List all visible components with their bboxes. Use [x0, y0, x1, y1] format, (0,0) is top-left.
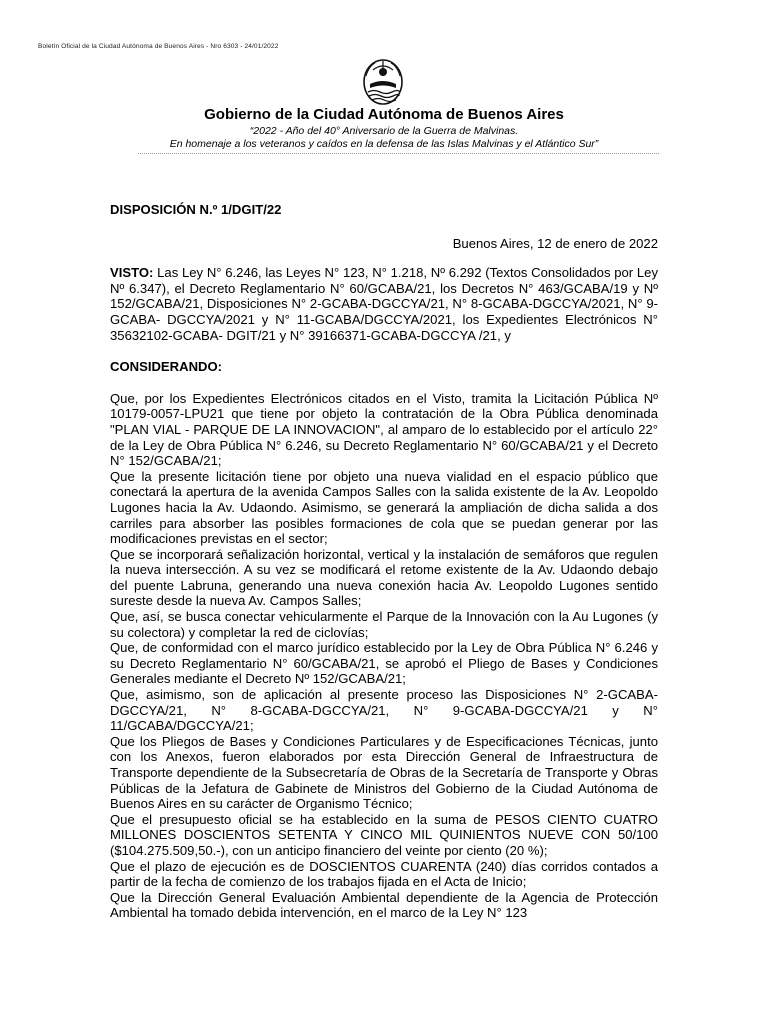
considerando-paragraph: Que los Pliegos de Bases y Condiciones Particulares y de Especificaciones Técnicas, junto con los Anexos, fueron elaborados por esta Dirección General de Infraestructura de Transporte dependiente de la Subsecretaría de Obras de la Secretaría de Transporte y Obras Públicas de la Jefatura de Gabinete de Ministros del Gobierno de la Ciudad Autónoma de Buenos Aires en su carácter de Organismo Técnico;	[110, 733, 658, 812]
considerando-paragraph: Que la presente licitación tiene por objeto una nueva vialidad en el espacio público que conectará la apertura de la avenida Campos Salles con la salida existente de la Av. Leopoldo Lugones hacia la Av. Udaondo. Asimismo, se generará la ampliación de dicha salida a dos carriles para absorber las posibles formaciones de cola que se puedan generar por las modificaciones previstas en el sector;	[110, 468, 658, 547]
considerando-paragraph: Que, asimismo, son de aplicación al presente proceso las Disposiciones N° 2-GCABA-DGCCYA/21, N° 8-GCABA-DGCCYA/21, N° 9-GCABA-DGCCYA/21 y N° 11/GCABA/DGCCYA/21;	[110, 687, 658, 734]
motto-line-1: “2022 - Año del 40° Aniversario de la Guerra de Malvinas.	[249, 125, 519, 137]
header-divider	[138, 153, 659, 154]
considerando-paragraph: Que se incorporará señalización horizontal, vertical y la instalación de semáforos que regulen la nueva intersección. A su vez se modificará el retome existente de la Av. Udaondo debajo del puente Labruna, generando una nueva conexión hacia Av. Leopoldo Lugones sentido sureste desde la nueva Av. Campos Salles;	[110, 546, 658, 609]
visto-text: Las Ley N° 6.246, las Leyes N° 123, N° 1.218, Nº 6.292 (Textos Consolidados por Ley Nº 6.347), el Decreto Reglamentario N° 60/GCABA/21, los Decretos N° 463/GCABA/19 y Nº 152/GCABA/21, Disposiciones N° 2-GCABA-DGCCYA/21, N° 8-GCABA-DGCCYA/2021, N° 9-GCABA- DGCCYA/2021 y N° 11-GCABA/DGCCYA/2021, los Expedientes Electrónicos N° 35632102-GCABA- DGIT/21 y N° 39166371-GCABA-DGCCYA /21, y	[110, 265, 658, 343]
date-line: Buenos Aires, 12 de enero de 2022	[452, 235, 658, 251]
government-title: Gobierno de la Ciudad Autónoma de Buenos Aires	[204, 106, 564, 123]
considerando-paragraph: Que el presupuesto oficial se ha establecido en la suma de PESOS CIENTO CUATRO MILLONES DOSCIENTOS SETENTA Y CINCO MIL QUINIENTOS NUEVE CON 50/100 ($104.275.509,50.-), con un anticipo financiero del veinte por ciento (20 %);	[110, 811, 658, 858]
considerando-paragraph: Que el plazo de ejecución es de DOSCIENTOS CUARENTA (240) días corridos contados a partir de la fecha de comienzo de los trabajos fijada en el Acta de Inicio;	[110, 858, 658, 890]
document-body	[110, 202, 658, 921]
considerando-paragraph: Que, así, se busca conectar vehicularmente el Parque de la Innovación con la Au Lugones (y su colectora) y completar la red de ciclovías;	[110, 609, 658, 640]
considerando-paragraph: Que la Dirección General Evaluación Ambiental dependiente de la Agencia de Protección Ambiental ha tomado debida intervención, en el marco de la Ley N° 123	[110, 889, 658, 921]
considerando-list	[110, 391, 658, 921]
disposition-title: DISPOSICIÓN N.º 1/DGIT/22	[110, 202, 282, 217]
city-coat-of-arms-icon	[362, 58, 404, 106]
considerando-heading: CONSIDERANDO:	[110, 359, 223, 375]
considerando-paragraph: Que, por los Expedientes Electrónicos citados en el Visto, tramita la Licitación Pública Nº 10179-0057-LPU21 que tiene por objeto la contratación de la Obra Pública denominada "PLAN VIAL - PARQUE DE LA INNOVACION", al amparo de lo establecido por el artículo 22° de la Ley de Obra Pública N° 6.246, su Decreto Reglamentario N° 60/GCABA/21 y el Decreto N° 152/GCABA/21;	[110, 390, 658, 469]
visto-label: VISTO:	[110, 265, 154, 281]
visto-paragraph	[110, 265, 658, 343]
considerando-paragraph: Que, de conformidad con el marco jurídico establecido por la Ley de Obra Pública N° 6.246 y su Decreto Reglamentario N° 60/GCABA/21, se aprobó el Pliego de Bases y Condiciones Generales mediante el Decreto Nº 152/GCABA/21;	[110, 640, 658, 687]
motto-line-2: En homenaje a los veteranos y caídos en la defensa de las Islas Malvinas y el Atlántico Sur”	[169, 138, 599, 150]
bulletin-header-note: Boletín Oficial de la Ciudad Autónoma de Buenos Aires - Nro 6303 - 24/01/2022	[38, 43, 279, 50]
government-motto	[0, 125, 768, 151]
